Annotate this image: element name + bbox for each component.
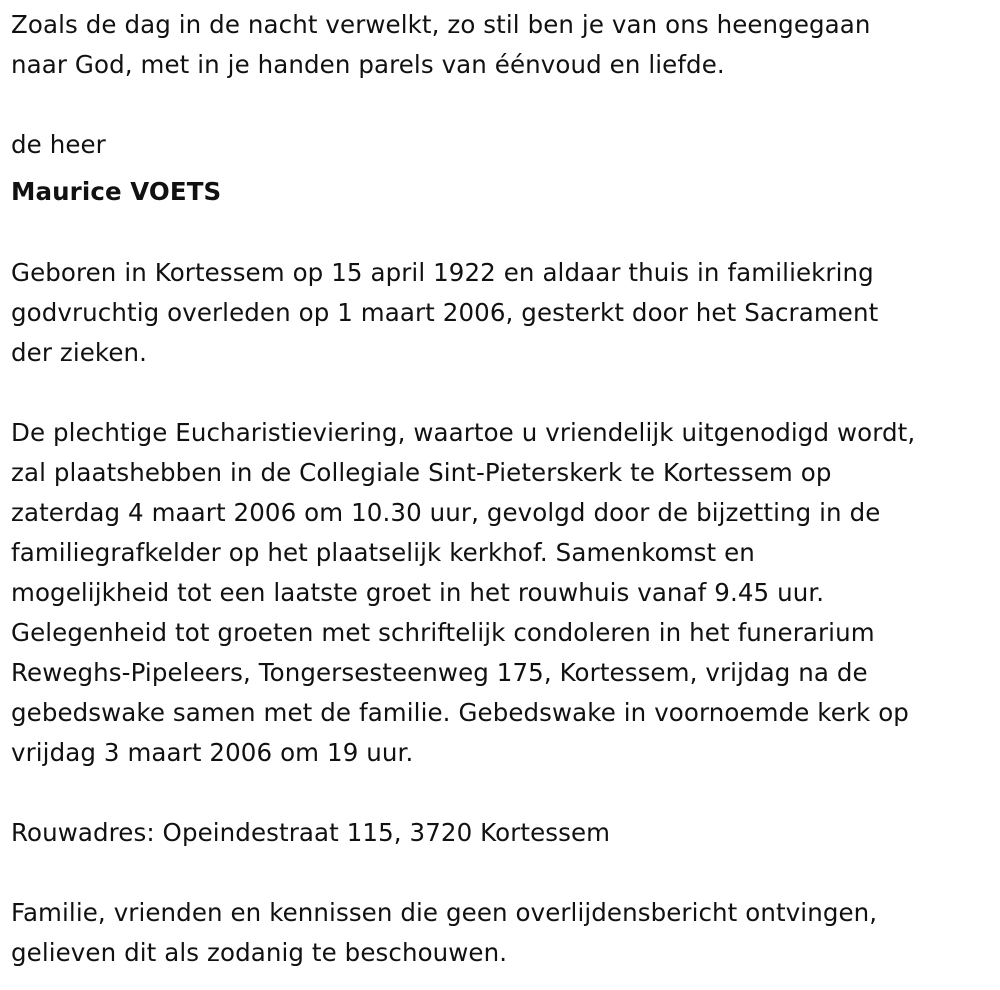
honorific: de heer: [11, 130, 106, 159]
closing-line: gelieven dit als zodanig te beschouwen.: [11, 938, 508, 967]
ceremony-line: vrijdag 3 maart 2006 om 19 uur.: [11, 738, 414, 767]
ceremony-line: familiegrafkelder op het plaatselijk kerkhof. Samenkomst en: [11, 538, 755, 567]
poem-line: naar God, met in je handen parels van éénvoud en liefde.: [11, 50, 725, 79]
ceremony-line: mogelijkheid tot een laatste groet in het rouwhuis vanaf 9.45 uur.: [11, 578, 825, 607]
mourning-address: Rouwadres: Opeindestraat 115, 3720 Kortessem: [11, 818, 611, 847]
birth-line: godvruchtig overleden op 1 maart 2006, gesterkt door het Sacrament: [11, 298, 879, 327]
poem-line: Zoals de dag in de nacht verwelkt, zo stil ben je van ons heengegaan: [11, 10, 871, 39]
ceremony-line: zaterdag 4 maart 2006 om 10.30 uur, gevolgd door de bijzetting in de: [11, 498, 881, 527]
birth-line: Geboren in Kortessem op 15 april 1922 en aldaar thuis in familiekring: [11, 258, 874, 287]
deceased-name: Maurice VOETS: [11, 177, 222, 206]
ceremony-line: Reweghs-Pipeleers, Tongersesteenweg 175, Kortessem, vrijdag na de: [11, 658, 868, 687]
ceremony-line: zal plaatshebben in de Collegiale Sint-Pieterskerk te Kortessem op: [11, 458, 832, 487]
ceremony-line: gebedswake samen met de familie. Gebedswake in voornoemde kerk op: [11, 698, 909, 727]
closing-line: Familie, vrienden en kennissen die geen overlijdensbericht ontvingen,: [11, 898, 878, 927]
birth-line: der zieken.: [11, 338, 148, 367]
ceremony-line: De plechtige Eucharistieviering, waartoe u vriendelijk uitgenodigd wordt,: [11, 418, 916, 447]
ceremony-line: Gelegenheid tot groeten met schriftelijk condoleren in het funerarium: [11, 618, 875, 647]
